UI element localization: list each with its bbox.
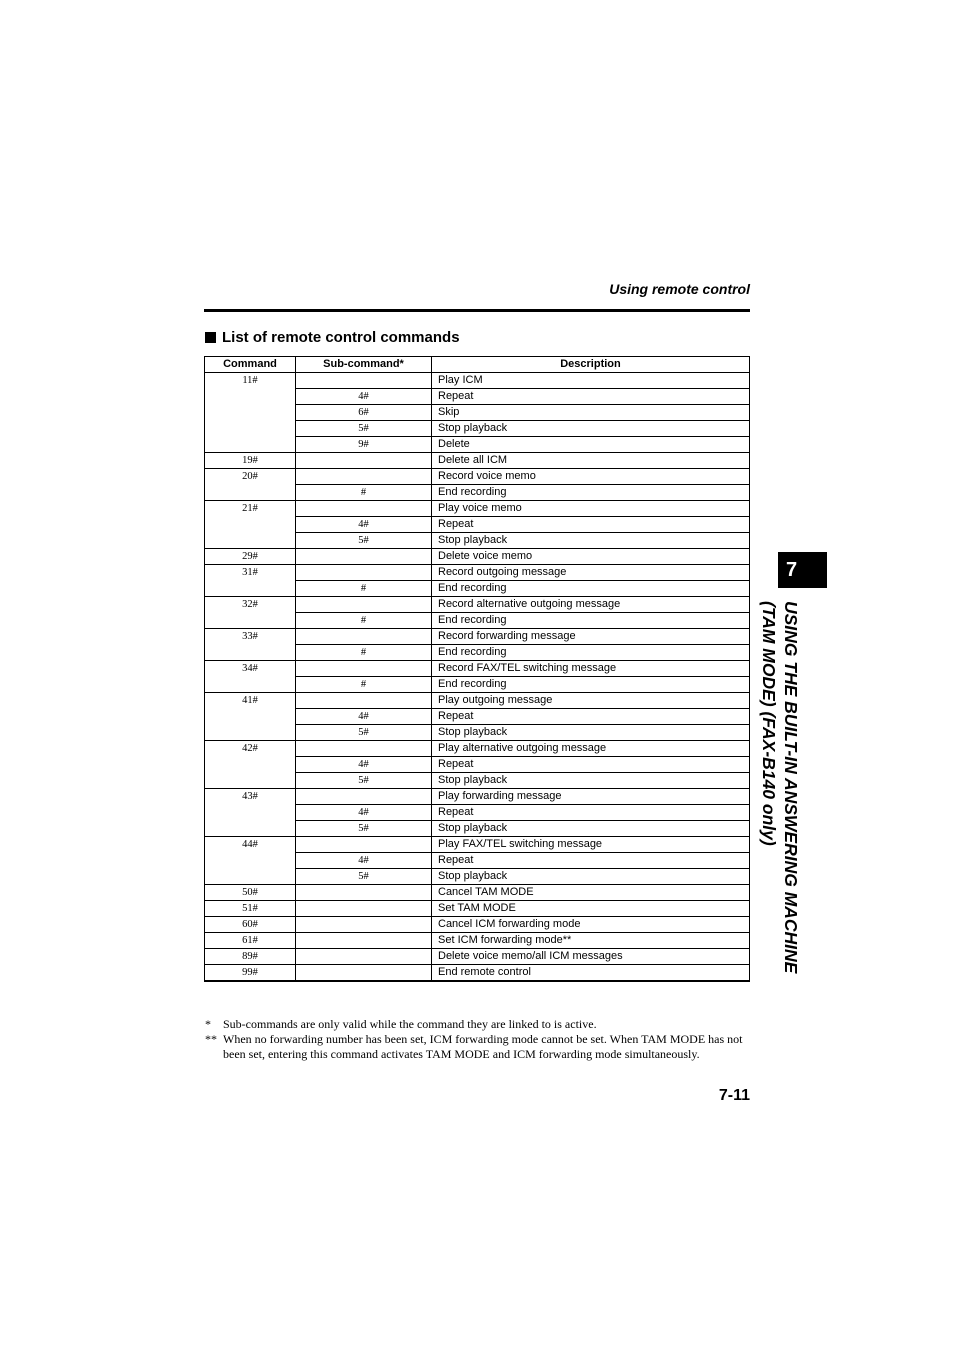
sub-command-cell [296, 965, 432, 982]
table-row [205, 757, 750, 773]
table-row [205, 405, 750, 421]
table-row [205, 549, 750, 565]
table-row [205, 581, 750, 597]
sub-command-cell [296, 661, 432, 677]
footnote-text: Sub-commands are only valid while the command they are linked to is active. [223, 1017, 597, 1031]
table-row [205, 885, 750, 901]
side-title-line1: USING THE BUILT-IN ANSWERING MACHINE [781, 601, 801, 974]
description-cell: Cancel ICM forwarding mode [432, 917, 750, 933]
command-cell: 43# [205, 789, 296, 805]
command-cell: 11# [205, 373, 296, 389]
command-cell [205, 421, 296, 437]
sub-command-cell [296, 933, 432, 949]
chapter-side-title [750, 601, 802, 1031]
sub-command-cell [296, 629, 432, 645]
description-cell: Repeat [432, 517, 750, 533]
description-cell: Record forwarding message [432, 629, 750, 645]
sub-command-cell: 5# [296, 821, 432, 837]
command-cell [205, 389, 296, 405]
command-cell: 33# [205, 629, 296, 645]
table-row [205, 421, 750, 437]
sub-command-cell: 5# [296, 869, 432, 885]
description-cell: Play forwarding message [432, 789, 750, 805]
sub-command-cell: # [296, 677, 432, 693]
footnote-mark: * [205, 1017, 211, 1031]
description-cell: Stop playback [432, 533, 750, 549]
description-cell: Play outgoing message [432, 693, 750, 709]
command-cell: 20# [205, 469, 296, 485]
table-row [205, 805, 750, 821]
sub-command-cell: 5# [296, 533, 432, 549]
table-row [205, 965, 750, 982]
sub-command-cell [296, 469, 432, 485]
command-cell: 51# [205, 901, 296, 917]
description-cell: Play alternative outgoing message [432, 741, 750, 757]
table-row [205, 869, 750, 885]
sub-command-cell: 4# [296, 517, 432, 533]
sub-command-cell [296, 885, 432, 901]
command-cell: 29# [205, 549, 296, 565]
table-row [205, 853, 750, 869]
sub-command-cell: 4# [296, 757, 432, 773]
description-cell: Repeat [432, 389, 750, 405]
description-cell: Repeat [432, 853, 750, 869]
description-cell: Play FAX/TEL switching message [432, 837, 750, 853]
table-row [205, 693, 750, 709]
sub-command-cell [296, 741, 432, 757]
table-row [205, 469, 750, 485]
command-cell [205, 533, 296, 549]
command-cell: 61# [205, 933, 296, 949]
description-cell: Repeat [432, 709, 750, 725]
footnotes [205, 1017, 750, 1062]
section-title-text: List of remote control commands [222, 329, 460, 346]
remote-commands-table [204, 356, 750, 982]
command-cell [205, 613, 296, 629]
description-cell: Stop playback [432, 421, 750, 437]
command-cell [205, 485, 296, 501]
command-cell: 50# [205, 885, 296, 901]
table-row [205, 453, 750, 469]
table-row [205, 837, 750, 853]
sub-command-cell [296, 453, 432, 469]
table-row [205, 933, 750, 949]
command-cell [205, 645, 296, 661]
description-cell: Record outgoing message [432, 565, 750, 581]
description-cell: Stop playback [432, 773, 750, 789]
command-cell: 42# [205, 741, 296, 757]
table-row [205, 373, 750, 389]
description-cell: Play ICM [432, 373, 750, 389]
command-cell [205, 709, 296, 725]
header-rule [204, 309, 750, 312]
description-cell: End recording [432, 677, 750, 693]
command-cell: 44# [205, 837, 296, 853]
command-cell [205, 677, 296, 693]
sub-command-cell [296, 837, 432, 853]
table-row [205, 533, 750, 549]
sub-command-cell [296, 917, 432, 933]
description-cell: Repeat [432, 805, 750, 821]
sub-command-cell: # [296, 581, 432, 597]
sub-command-cell: # [296, 485, 432, 501]
command-cell: 41# [205, 693, 296, 709]
command-cell [205, 725, 296, 741]
sub-command-cell: 6# [296, 405, 432, 421]
description-cell: End recording [432, 581, 750, 597]
table-row [205, 629, 750, 645]
header-description: Description [432, 357, 750, 373]
table-row [205, 645, 750, 661]
footnote-mark: ** [205, 1032, 217, 1046]
sub-command-cell: 5# [296, 725, 432, 741]
page-number: 7-11 [718, 1087, 750, 1104]
sub-command-cell: # [296, 645, 432, 661]
table-row [205, 901, 750, 917]
header-command: Command [205, 357, 296, 373]
description-cell: Repeat [432, 757, 750, 773]
description-cell: Stop playback [432, 869, 750, 885]
table-row [205, 565, 750, 581]
table-row [205, 613, 750, 629]
description-cell: Set ICM forwarding mode** [432, 933, 750, 949]
description-cell: Delete voice memo/all ICM messages [432, 949, 750, 965]
sub-command-cell [296, 693, 432, 709]
footnote-text: When no forwarding number has been set, ICM forwarding mode cannot be set. When TAM MODE has not been set, entering this command activates TAM MODE and ICM forwarding mode simultaneously. [223, 1032, 743, 1061]
footnote [205, 1032, 750, 1062]
command-cell: 32# [205, 597, 296, 613]
table-row [205, 661, 750, 677]
running-header: Using remote control [609, 281, 750, 297]
description-cell: End remote control [432, 965, 750, 982]
header-sub-command: Sub-command* [296, 357, 432, 373]
sub-command-cell: 4# [296, 853, 432, 869]
sub-command-cell: # [296, 613, 432, 629]
command-cell [205, 517, 296, 533]
sub-command-cell: 4# [296, 389, 432, 405]
footnote [205, 1017, 750, 1032]
square-bullet-icon [205, 332, 216, 343]
description-cell: Record FAX/TEL switching message [432, 661, 750, 677]
table-row [205, 437, 750, 453]
description-cell: End recording [432, 485, 750, 501]
table-row [205, 517, 750, 533]
sub-command-cell: 4# [296, 709, 432, 725]
table-body [205, 373, 750, 982]
sub-command-cell [296, 901, 432, 917]
command-cell: 31# [205, 565, 296, 581]
command-cell [205, 805, 296, 821]
command-cell: 21# [205, 501, 296, 517]
table-row [205, 485, 750, 501]
table-header-row [205, 357, 750, 373]
sub-command-cell [296, 501, 432, 517]
command-cell [205, 773, 296, 789]
description-cell: Cancel TAM MODE [432, 885, 750, 901]
table-row [205, 773, 750, 789]
command-cell [205, 869, 296, 885]
sub-command-cell [296, 565, 432, 581]
table-row [205, 821, 750, 837]
command-cell [205, 853, 296, 869]
description-cell: Set TAM MODE [432, 901, 750, 917]
description-cell: Delete all ICM [432, 453, 750, 469]
description-cell: Record alternative outgoing message [432, 597, 750, 613]
command-cell [205, 581, 296, 597]
sub-command-cell: 9# [296, 437, 432, 453]
table-row [205, 725, 750, 741]
table-row [205, 917, 750, 933]
command-cell [205, 437, 296, 453]
description-cell: Skip [432, 405, 750, 421]
table-row [205, 677, 750, 693]
sub-command-cell: 4# [296, 805, 432, 821]
description-cell: End recording [432, 613, 750, 629]
command-cell [205, 757, 296, 773]
sub-command-cell: 5# [296, 773, 432, 789]
description-cell: Delete [432, 437, 750, 453]
description-cell: End recording [432, 645, 750, 661]
sub-command-cell [296, 597, 432, 613]
command-cell [205, 821, 296, 837]
table-row [205, 709, 750, 725]
side-title-line2: (TAM MODE) (FAX-B140 only) [759, 601, 779, 846]
table-row [205, 789, 750, 805]
section-title [205, 329, 460, 346]
table-row [205, 389, 750, 405]
table-row [205, 597, 750, 613]
command-cell: 34# [205, 661, 296, 677]
command-cell: 19# [205, 453, 296, 469]
table-row [205, 501, 750, 517]
description-cell: Delete voice memo [432, 549, 750, 565]
command-cell: 89# [205, 949, 296, 965]
sub-command-cell [296, 789, 432, 805]
description-cell: Play voice memo [432, 501, 750, 517]
sub-command-cell [296, 373, 432, 389]
chapter-tab: 7 [778, 552, 827, 588]
command-cell: 99# [205, 965, 296, 982]
table-row [205, 741, 750, 757]
sub-command-cell [296, 549, 432, 565]
table-row [205, 949, 750, 965]
command-cell: 60# [205, 917, 296, 933]
sub-command-cell: 5# [296, 421, 432, 437]
description-cell: Stop playback [432, 821, 750, 837]
description-cell: Stop playback [432, 725, 750, 741]
sub-command-cell [296, 949, 432, 965]
description-cell: Record voice memo [432, 469, 750, 485]
command-cell [205, 405, 296, 421]
